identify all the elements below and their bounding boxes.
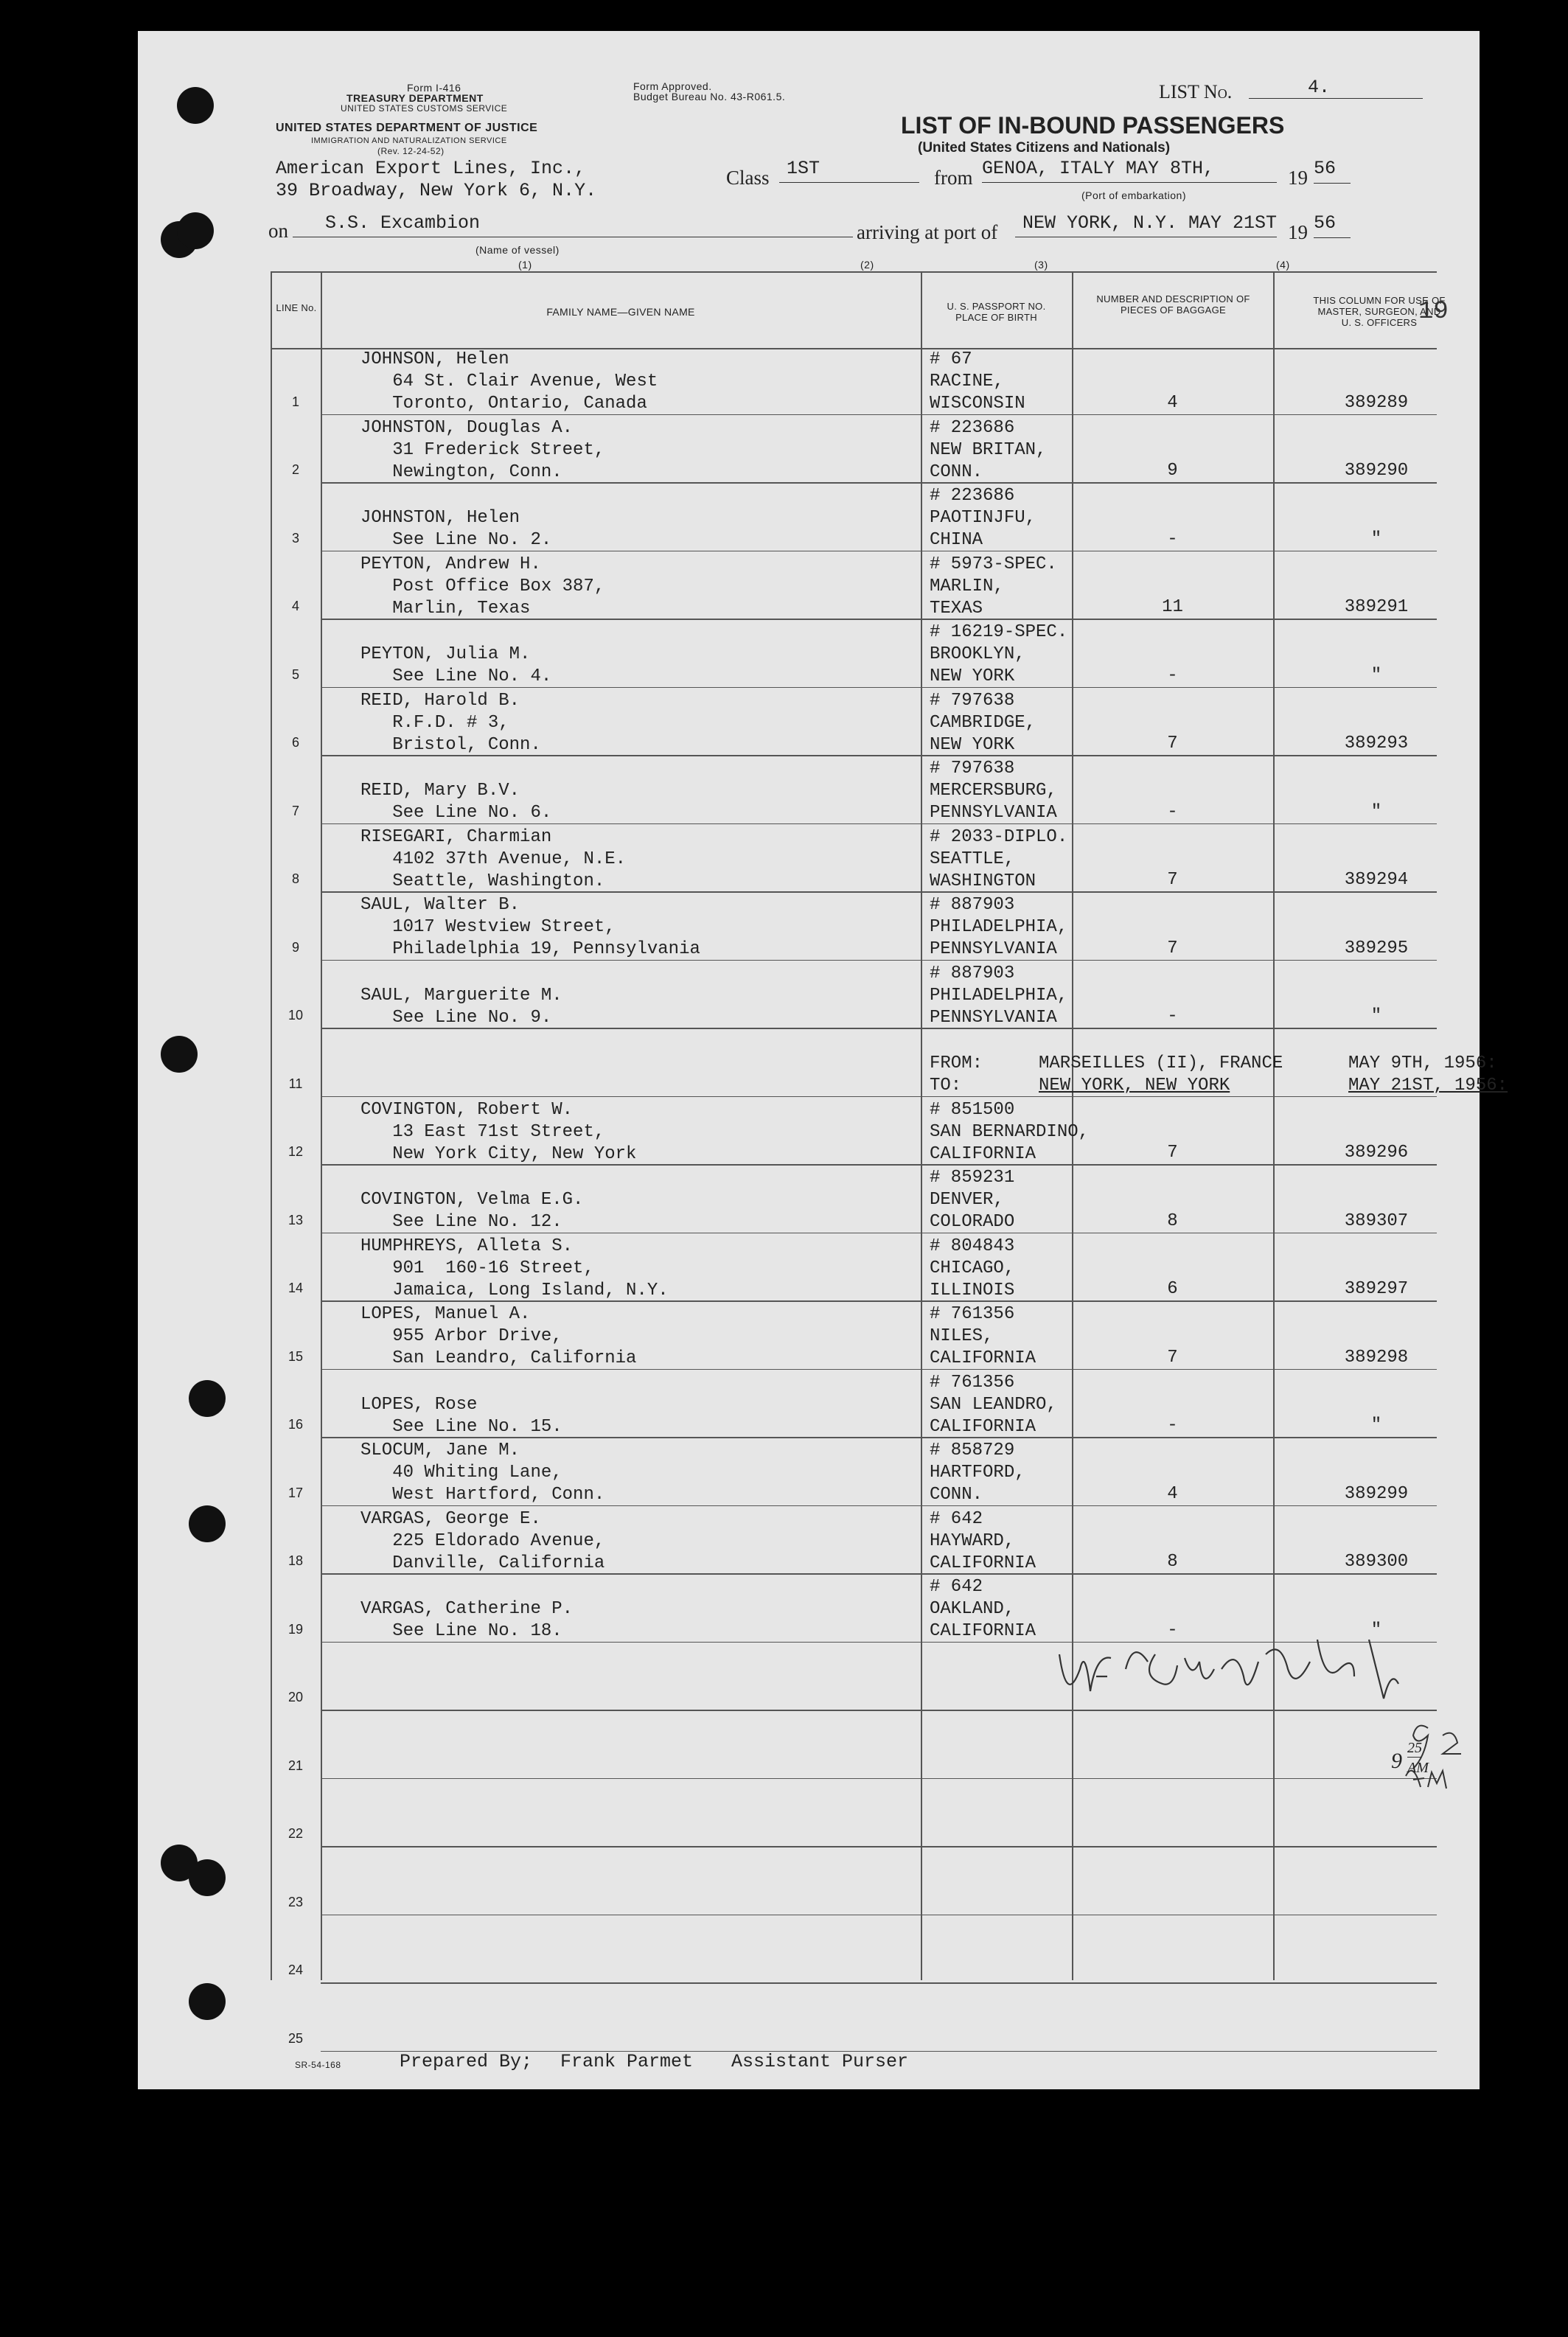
line-number: 10 [288,1008,304,1023]
baggage-count: 7 [1167,870,1178,890]
line-number: 14 [288,1281,304,1295]
binder-hole [177,87,214,124]
line-number: 18 [288,1553,304,1568]
passenger-name-address: 13 East 71st Street, [360,1121,605,1142]
binder-hole [177,212,214,249]
passenger-name-address: Danville, California [360,1553,605,1573]
line-number: 3 [291,530,299,546]
passenger-name-address: PEYTON, Julia M. [360,644,531,664]
officer-number: 389307 [1344,1211,1409,1231]
vessel-name: S.S. Excambion [293,212,853,237]
table-row [272,1985,1437,2053]
line-number: 8 [291,871,299,886]
passport-birthplace: RACINE, [930,372,1004,391]
line-number: 17 [288,1485,304,1500]
passenger-name-address: R.F.D. # 3, [360,712,509,733]
officer-number: 389298 [1344,1347,1409,1368]
passport-birthplace: ILLINOIS [930,1280,1015,1300]
manifest-page [138,31,1508,2089]
passport-birthplace: NEW YORK [930,666,1015,686]
passenger-name-address: See Line No. 6. [360,803,552,823]
passport-birthplace: COLORADO [930,1212,1015,1232]
passport-birthplace: MARLIN, [930,576,1004,596]
passenger-name-address: Toronto, Ontario, Canada [360,394,647,414]
passport-birthplace: PENNSYLVANIA [930,939,1057,959]
passport-birthplace: CALIFORNIA [930,1416,1036,1437]
name-column-header: FAMILY NAME—GIVEN NAME [546,306,695,318]
officer-number: 389296 [1344,1143,1409,1163]
customs-label: UNITED STATES CUSTOMS SERVICE [341,103,508,114]
inspector-signature [1045,1625,1457,1802]
table-row [272,348,1437,417]
officer-number: 389294 [1344,870,1409,890]
budget-bureau: Budget Bureau No. 43-R061.5. [633,91,786,102]
line-number: 11 [288,1076,303,1091]
table-row [272,1508,1437,1576]
passport-birthplace: SEATTLE, [930,849,1015,869]
passport-birthplace: # 642 [930,1508,983,1529]
line-number: 24 [288,1962,304,1977]
passenger-name-address: SAUL, Walter B. [360,895,520,915]
line-number: 7 [291,803,299,818]
col1-number: (1) [518,259,532,271]
officer-number: " [1370,665,1382,686]
passport-birthplace: # 761356 [930,1304,1015,1324]
time-hour: 9 [1391,1749,1402,1773]
class-value: 1ST [779,158,919,183]
binder-hole [189,1505,226,1542]
list-no-label: LIST No. [1159,81,1233,102]
arriving-label: arriving at port of [857,221,998,243]
year2-value: 56 [1314,212,1351,238]
passenger-name-address: 40 Whiting Lane, [360,1463,562,1483]
officer-number: " [1370,1415,1382,1435]
passport-birthplace: # 223686 [930,417,1015,438]
passport-birthplace: # 851500 [930,1099,1015,1120]
leg-to-date: MAY 21ST, 1956: [1348,1076,1508,1096]
table-row [272,1235,1437,1303]
baggage-count: - [1167,1620,1178,1640]
baggage-count: - [1167,1006,1178,1026]
line-number: 6 [291,735,299,750]
binder-hole [189,1380,226,1417]
table-row [272,1166,1437,1235]
leg-from-date: MAY 9TH, 1956: [1348,1053,1497,1073]
passport-birthplace: CALIFORNIA [930,1621,1036,1641]
line-number: 12 [288,1144,304,1159]
passport-birthplace: WASHINGTON [930,871,1036,891]
passport-birthplace: PHILADELPHIA, [930,917,1068,937]
passenger-name-address: 955 Arbor Drive, [360,1326,562,1346]
vessel-note: (Name of vessel) [475,244,560,256]
passenger-name-address: Seattle, Washington. [360,871,605,891]
officer-number: " [1370,529,1382,549]
baggage-count: - [1167,529,1178,549]
passport-birthplace: # 642 [930,1577,983,1597]
passport-birthplace: # 859231 [930,1168,1015,1188]
baggage-column-header: NUMBER AND DESCRIPTION OF PIECES OF BAGGAGE [1096,293,1250,316]
passport-column-header: U. S. PASSPORT NO. PLACE OF BIRTH [947,301,1046,323]
justice-label: UNITED STATES DEPARTMENT OF JUSTICE [276,122,538,134]
passport-birthplace: HARTFORD, [930,1463,1025,1483]
passport-birthplace: NEW YORK [930,734,1015,755]
line-number: 2 [291,462,299,477]
year2-prefix: 19 [1288,221,1308,243]
table-row [272,1030,1508,1098]
year-prefix: 19 [1288,167,1308,189]
table-row [272,484,1437,553]
page-number-mark: 19 [1418,298,1449,326]
passport-birthplace: TEXAS [930,598,983,619]
treasury-label: TREASURY DEPARTMENT [346,92,484,104]
passport-birthplace: # 887903 [930,963,1015,983]
passenger-name-address: JOHNSTON, Douglas A. [360,417,574,438]
port-embarkation-note: (Port of embarkation) [1081,189,1186,201]
line-number: 25 [288,2030,304,2046]
baggage-count: 6 [1167,1279,1178,1299]
table-row [272,1439,1437,1508]
passenger-name-address: Newington, Conn. [360,462,562,482]
passport-birthplace: # 804843 [930,1236,1015,1256]
passenger-name-address: See Line No. 4. [360,666,552,686]
form-code: SR-54-168 [295,2060,341,2070]
table-row [272,894,1437,962]
passenger-name-address: West Hartford, Conn. [360,1485,605,1505]
form-approved: Form Approved. [633,80,712,92]
baggage-count: 4 [1167,392,1178,413]
col3-number: (3) [1034,259,1048,271]
line-number: 20 [288,1690,304,1704]
passport-birthplace: WISCONSIN [930,394,1025,414]
passport-birthplace: PENNSYLVANIA [930,1007,1057,1028]
passenger-name-address: Philadelphia 19, Pennsylvania [360,939,700,959]
passenger-name-address: See Line No. 2. [360,530,552,550]
binder-hole [189,1983,226,2020]
table-row [272,1303,1437,1371]
preparer-name: Frank Parmet [560,2051,694,2072]
passenger-name-address: SLOCUM, Jane M. [360,1441,520,1460]
officer-column-header: THIS COLUMN FOR USE OF MASTER, SURGEON, AND U. S. OFFICERS [1313,295,1446,328]
passenger-name-address: REID, Harold B. [360,690,520,711]
officer-number: 389293 [1344,734,1409,753]
passenger-name-address: COVINGTON, Robert W. [360,1099,574,1120]
binder-hole [189,1859,226,1896]
passenger-name-address: JOHNSTON, Helen [360,508,520,528]
line-number: 13 [288,1212,304,1227]
baggage-count: - [1167,801,1178,822]
baggage-count: - [1167,1415,1178,1435]
col4-number: (4) [1276,259,1290,271]
signature-text [1058,1654,1064,1655]
line-number: 9 [291,939,299,955]
form-number: Form I-416 [407,82,461,94]
line-number: 23 [288,1894,304,1909]
baggage-count: 7 [1167,734,1178,753]
table-row [272,1371,1437,1440]
passenger-name-address: 31 Frederick Street, [360,439,605,460]
passenger-name-address: SAUL, Marguerite M. [360,985,562,1006]
line-number: 19 [288,1621,304,1637]
on-label: on [268,220,288,242]
table-row [272,689,1437,758]
baggage-count: 8 [1167,1211,1178,1231]
line-number: 4 [291,599,299,613]
passport-birthplace: # 797638 [930,690,1015,711]
passenger-name-address: See Line No. 15. [360,1416,562,1437]
passport-birthplace: PAOTINJFU, [930,508,1036,528]
passenger-name-address: VARGAS, Catherine P. [360,1599,574,1619]
time-ampm: AM [1407,1760,1429,1776]
officer-number: 389297 [1344,1279,1409,1299]
baggage-count: 7 [1167,1143,1178,1163]
embarkation-value: GENOA, ITALY MAY 8TH, [982,158,1277,183]
table-row [272,417,1437,485]
table-row [272,621,1437,689]
passenger-name-address: LOPES, Rose [360,1394,478,1415]
line-number: 22 [288,1826,304,1841]
passenger-name-address: See Line No. 18. [360,1621,562,1641]
baggage-count: 7 [1167,938,1178,958]
table-row [272,1848,1437,1917]
passport-birthplace: BROOKLYN, [930,644,1025,664]
list-no-value: 4. [1249,77,1423,99]
passport-birthplace: PENNSYLVANIA [930,803,1057,823]
passenger-name-address: 1017 Westview Street, [360,917,616,937]
line-number: 21 [288,1758,304,1773]
passport-birthplace: CALIFORNIA [930,1348,1036,1368]
passport-birthplace: MERCERSBURG, [930,781,1057,801]
passport-birthplace: CAMBRIDGE, [930,712,1036,733]
line-number: 5 [291,666,299,682]
passport-birthplace: # 67 [930,349,972,369]
table-row [272,1917,1437,1985]
officer-number: 389289 [1344,392,1409,413]
passenger-name-address: 64 St. Clair Avenue, West [360,372,658,391]
line-number: 16 [288,1417,304,1432]
passenger-name-address: RISEGARI, Charmian [360,826,552,847]
passport-birthplace: # 797638 [930,759,1015,779]
baggage-count: 9 [1167,461,1178,481]
passport-birthplace: FROM: [930,1053,983,1073]
passenger-name-address: 225 Eldorado Avenue, [360,1530,605,1551]
passenger-name-address: Jamaica, Long Island, N.Y. [360,1280,669,1300]
passport-birthplace: # 223686 [930,486,1015,506]
year-value: 56 [1314,158,1351,184]
passenger-name-address: COVINGTON, Velma E.G. [360,1190,584,1210]
passport-birthplace: # 2033-DIPLO. [930,826,1068,847]
table-row [272,553,1437,621]
passport-birthplace: # 5973-SPEC. [930,554,1057,574]
passport-birthplace: CHINA [930,530,983,550]
leg-to-port: NEW YORK, NEW YORK [1039,1076,1230,1096]
passport-birthplace: DENVER, [930,1190,1004,1210]
baggage-count: 4 [1167,1483,1178,1504]
table-row [272,757,1437,826]
passenger-name-address: Bristol, Conn. [360,734,541,755]
baggage-count: 7 [1167,1347,1178,1368]
leg-from-port: MARSEILLES (II), FRANCE [1039,1053,1283,1073]
table-row [272,1098,1437,1167]
passport-birthplace: NILES, [930,1326,994,1346]
passenger-name-address: Post Office Box 387, [360,576,605,596]
baggage-count: 11 [1162,597,1183,617]
passport-birthplace: SAN BERNARDINO, [930,1121,1090,1142]
time-minutes: 25 [1407,1740,1422,1756]
passenger-name-address: 901 160-16 Street, [360,1258,594,1278]
officer-number: 389300 [1344,1552,1409,1572]
document-subtitle: (United States Citizens and Nationals) [918,140,1171,156]
table-row [272,962,1437,1031]
passenger-name-address: LOPES, Manuel A. [360,1304,531,1324]
passport-birthplace: CHICAGO, [930,1258,1015,1278]
passenger-name-address: New York City, New York [360,1143,637,1164]
passenger-name-address: See Line No. 9. [360,1007,552,1028]
table-row [272,826,1437,894]
passenger-name-address: See Line No. 12. [360,1212,562,1232]
passport-birthplace: TO: [930,1076,962,1096]
passport-birthplace: # 761356 [930,1372,1015,1393]
passenger-name-address: JOHNSON, Helen [360,349,509,369]
immigration-label: IMMIGRATION AND NATURALIZATION SERVICE [311,136,507,145]
line-number: 1 [291,394,299,409]
col2-number: (2) [860,259,874,271]
passport-birthplace: SAN LEANDRO, [930,1394,1057,1415]
passenger-name-address: San Leandro, California [360,1348,637,1368]
officer-number: " [1370,801,1382,822]
line-number: 15 [288,1348,304,1364]
passenger-name-address: PEYTON, Andrew H. [360,554,541,574]
officer-number: " [1370,1006,1382,1026]
passenger-name-address: VARGAS, George E. [360,1508,541,1529]
revision-label: (Rev. 12-24-52) [377,146,445,156]
arrival-value: NEW YORK, N.Y. MAY 21ST [1015,212,1277,237]
baggage-count: - [1167,665,1178,686]
passenger-name-address: HUMPHREYS, Alleta S. [360,1236,574,1256]
passport-birthplace: CALIFORNIA [930,1553,1036,1573]
passenger-name-address: REID, Mary B.V. [360,781,520,801]
prepared-by-label: Prepared By; [400,2051,533,2072]
document-title: LIST OF IN-BOUND PASSENGERS [901,112,1285,139]
officer-number: " [1370,1620,1382,1640]
officer-number: 389299 [1344,1483,1409,1504]
officer-number: 389295 [1344,938,1409,958]
passport-birthplace: # 858729 [930,1441,1015,1460]
company-name: American Export Lines, Inc., [276,158,586,179]
class-label: Class [726,167,770,189]
passenger-name-address: Marlin, Texas [360,598,531,619]
passport-birthplace: # 887903 [930,895,1015,915]
company-address: 39 Broadway, New York 6, N.Y. [276,180,597,201]
preparer-title: Assistant Purser [731,2051,909,2072]
passport-birthplace: HAYWARD, [930,1530,1015,1551]
passport-birthplace: CALIFORNIA [930,1143,1036,1164]
passport-birthplace: # 16219-SPEC. [930,622,1068,642]
baggage-count: 8 [1167,1552,1178,1572]
officer-number: 389291 [1344,597,1409,617]
passport-birthplace: CONN. [930,1485,983,1505]
line-no-header: LINE No. [276,302,317,313]
binder-hole [161,1036,198,1073]
passport-birthplace: PHILADELPHIA, [930,985,1068,1006]
passenger-name-address: 4102 37th Avenue, N.E. [360,849,627,869]
passport-birthplace: OAKLAND, [930,1599,1015,1619]
passport-birthplace: NEW BRITAN, [930,439,1047,460]
officer-number: 389290 [1344,461,1409,481]
from-label: from [934,167,973,189]
passport-birthplace: CONN. [930,462,983,482]
